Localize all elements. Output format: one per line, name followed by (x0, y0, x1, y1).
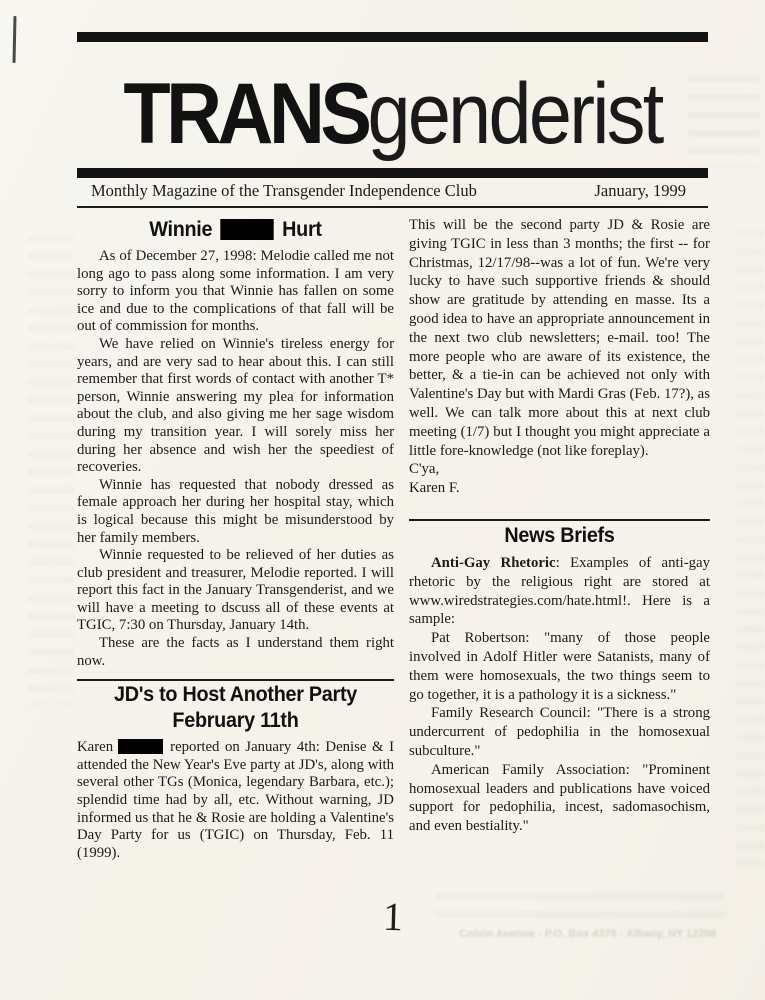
news-brief-item: American Family Association: "Prominent homosexual leaders and publications have voiced support for pedophilia, incest, sadomasochism, and even bestiality." (409, 761, 710, 835)
masthead-date: January, 1999 (594, 181, 686, 200)
column-right (409, 216, 710, 862)
news-brief-item: Pat Robertson: "many of those people involved in Adolf Hitler were Satanists, many of them were homosexuals, the two things seem to go together, it is a pathology it is a sickness." (409, 630, 710, 703)
news-brief-item (409, 554, 710, 629)
jds-party-heading (90, 681, 382, 733)
redaction-box (118, 739, 163, 754)
header-divider-rule (77, 206, 708, 208)
winnie-paragraph: As of December 27, 1998: Melodie called me not long ago to pass along some information. I am very sorry to inform you that Winnie has fallen on some ice and due to the complications of that fall will be out of commission for months. (77, 248, 394, 335)
article-columns (77, 216, 710, 862)
news-brief-lead: Anti-Gay Rhetoric (431, 554, 556, 571)
news-briefs-heading: News Briefs (504, 522, 615, 547)
masthead-title (109, 62, 677, 166)
jds-party-body: reported on January 4th: Denise & I attended the New Year's Eve party at JD's, along with several other TGs (Monica, legendary Barbara, etc.); splendid time had by all, etc. Without warning, JD informed us that he & Rosie are holding a Valentine's Day Party for us (TGIC) on Thursday, Feb. 11 (1999). (77, 739, 394, 861)
winnie-heading-last: Hurt (282, 217, 322, 241)
bleedthrough-artifact (688, 76, 760, 168)
scan-artifact-line (13, 16, 17, 63)
winnie-paragraph: Winnie has requested that nobody dressed as female approach her during her hospital stay, which is logical because this might be misunderstood by her family members. (77, 476, 394, 546)
letter-signoff: C'ya, (409, 461, 440, 478)
letter-signature: Karen F. (409, 480, 460, 497)
masthead-subtitle: Monthly Magazine of the Transgender Independence Club (91, 181, 477, 200)
winnie-heading-first: Winnie (149, 217, 213, 241)
winnie-article-heading (90, 216, 382, 242)
bleedthrough-artifact (28, 235, 74, 705)
bleedthrough-artifact (435, 893, 725, 919)
masthead-title-light: genderist (367, 66, 662, 162)
redaction-box (221, 219, 274, 240)
bleedthrough-text: Colvin Avenue - P.O. Box 4370 - Albany, NY 12206 (459, 928, 717, 940)
jds-party-paragraph (77, 739, 394, 862)
jds-party-heading-line1: JD's to Host Another Party (114, 682, 357, 707)
continuation-paragraph: This will be the second party JD & Rosie are giving TGIC in less than 3 months; the first -- for Christmas, 12/17/98--was a lot of fun. We're very lucky to have such supportive friends & should show are gratitude by attending en masse. Its a good idea to have an appropriate announcement in the next two club newsletters; e-mail. too! The more people who are aware of its existence, the better, & a tie-in can be achieved not only with Valentine's Day but with Mardi Gras (Feb. 17?), as well. We can talk more about this at next club meeting (1/7) but I thought you might appreciate a little fore-knowledge (not like foreplay). (409, 217, 711, 459)
column-left (77, 216, 394, 862)
masthead-info-row (77, 181, 708, 201)
masthead-top-rule (77, 32, 708, 42)
masthead-bottom-rule (77, 168, 708, 178)
news-briefs-divider (409, 519, 710, 521)
winnie-paragraph: These are the facts as I understand them right now. (77, 635, 394, 669)
bleedthrough-artifact (736, 230, 764, 870)
page-number: 1 (382, 893, 404, 940)
news-brief-item: Family Research Council: "There is a strong undercurrent of pedophilia in the homosexual subculture." (409, 705, 710, 759)
masthead-title-bold: TRANS (123, 66, 368, 162)
jds-party-lead-name: Karen (77, 739, 114, 756)
jds-party-heading-line2: February 11th (172, 708, 299, 733)
winnie-paragraph: We have relied on Winnie's tireless energy for years, and are very sad to hear about this. I can still remember that first words of contact with another T* person, Winnie answering my plea for information about the club, and also giving me her sage wisdom during my transition year. I will sorely miss her during her absence and wish her the speediest of recoveries. (77, 335, 394, 476)
news-brief-text: : Examples of anti-gay rhetoric by the religious right are stored at www.wiredstrategies.com/hate.html!. Here is a sample: (409, 554, 710, 628)
winnie-paragraph: Winnie requested to be relieved of her duties as club president and treasurer, Melodie reported. I will report this fact in the January Transgenderist, and we will have a meeting to dscuss all of these events at TGIC, 7:30 on Thursday, January 14th. (77, 547, 394, 634)
